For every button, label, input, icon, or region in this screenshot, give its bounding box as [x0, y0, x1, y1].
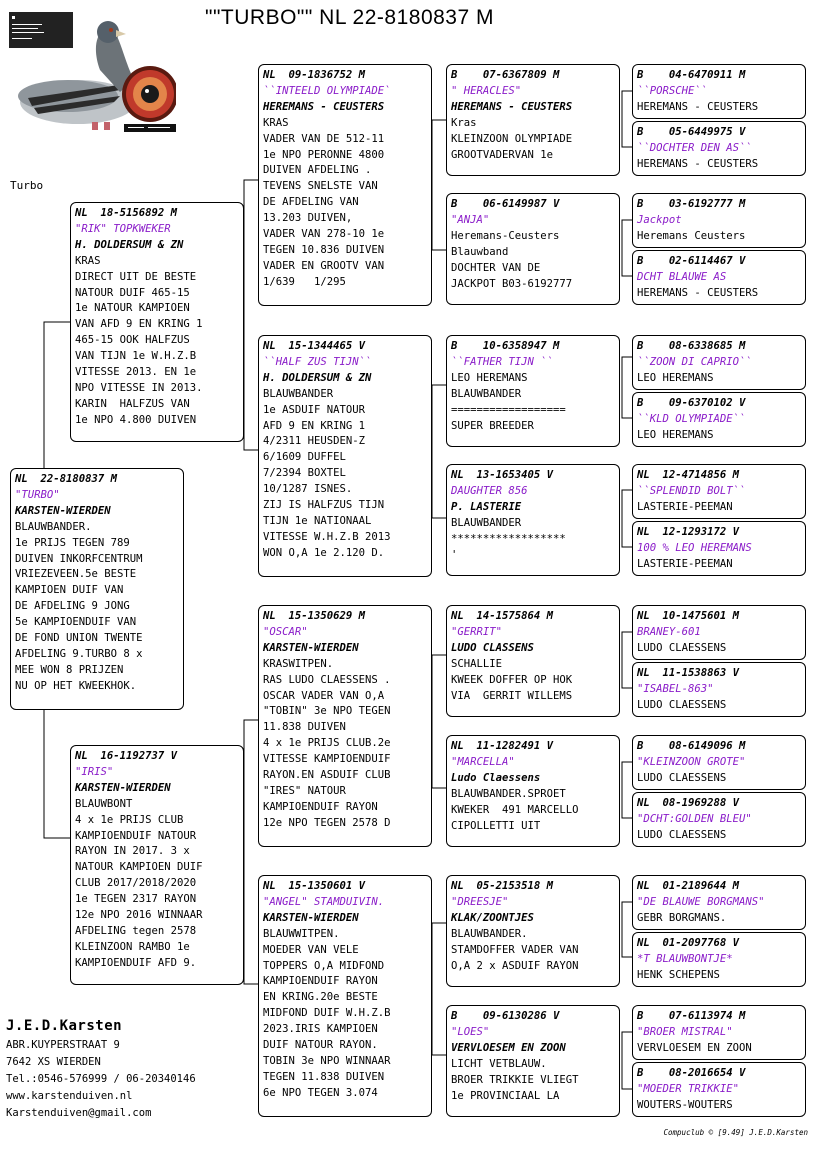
pedigree-note-line: TOBIN 3e NPO WINNAAR [263, 1054, 391, 1067]
pedigree-note-line: 1/639 1/295 [263, 275, 346, 288]
pigeon-name: " HERACLES" [451, 84, 522, 97]
pedigree-note-line: MIDFOND DUIF W.H.Z.B [263, 1007, 391, 1020]
pedigree-note-line: BLAUWBANDER [263, 387, 334, 400]
pedigree-note-line: NATOUR KAMPIOEN DUIF [75, 861, 203, 874]
pedigree-note-line: KAMPIOENDUIF RAYON [263, 975, 378, 988]
pedigree-note-line: DE AFDELING 9 JONG [15, 600, 130, 613]
breeder-name: KARSTEN-WIERDEN [263, 911, 359, 924]
ring-number: NL 22-8180837 M [15, 473, 118, 485]
ring-number: B 07-6113974 M [637, 1010, 746, 1022]
pedigree-card-g12 [632, 792, 806, 847]
pedigree-card-g7 [632, 464, 806, 519]
pedigree-note-line: AFD 9 EN KRING 1 [263, 419, 366, 432]
pedigree-note-line: TIJN 1e NATIONAAL [263, 514, 372, 527]
ring-number: NL 11-1282491 V [451, 740, 554, 752]
breeder-name: LUDO CLAESSENS [637, 641, 727, 654]
pedigree-note-line: RAS LUDO CLAESSENS . [263, 673, 391, 686]
pigeon-name: "ANGEL" STAMDUIVIN. [263, 895, 385, 908]
pedigree-note-line: KWEKER 491 MARCELLO [451, 803, 579, 816]
pedigree-note-line: 12e NPO 2016 WINNAAR [75, 909, 203, 922]
pedigree-note-line: VAN TIJN 1e W.H.Z.B [75, 350, 197, 363]
breeder-name: Ludo Claessens [451, 771, 541, 784]
pedigree-note-line: O,A 2 x ASDUIF RAYON [451, 959, 579, 972]
breeder-name: H. DOLDERSUM & ZN [75, 238, 184, 251]
pedigree-note-line: KAMPIOENDUIF RAYON [263, 800, 378, 813]
pedigree-note-line: DOCHTER VAN DE [451, 261, 541, 274]
pigeon-name: "DREESJE" [451, 895, 509, 908]
pigeon-name: ``HALF ZUS TIJN`` [263, 355, 372, 368]
ring-number: NL 18-5156892 M [75, 207, 178, 219]
ring-number: B 07-6367809 M [451, 69, 560, 81]
pedigree-card-ds [258, 605, 432, 847]
pedigree-card-g10 [632, 662, 806, 717]
breeder-name: LUDO CLASSENS [451, 641, 534, 654]
pigeon-name: ``SPLENDID BOLT`` [637, 484, 746, 497]
pedigree-note-line: VITESSE 2013. EN 1e [75, 366, 197, 379]
pedigree-note-line: KWEEK DOFFER OP HOK [451, 673, 573, 686]
ring-number: NL 08-1969288 V [637, 797, 740, 809]
breeder-name: H. DOLDERSUM & ZN [263, 371, 372, 384]
postcode-line: 7642 XS WIERDEN [6, 1056, 101, 1068]
pedigree-note-line: BLAUWBANDER [451, 516, 522, 529]
pedigree-note-line: VITESSE W.H.Z.B 2013 [263, 530, 391, 543]
pedigree-note-line: 13.203 DUIVEN, [263, 212, 353, 225]
ring-number: NL 13-1653405 V [451, 469, 554, 481]
pedigree-note-line: TEVENS SNELSTE VAN [263, 180, 378, 193]
pedigree-card-sdd [446, 464, 620, 576]
ring-number: NL 16-1192737 V [75, 750, 178, 762]
pedigree-card-g3 [632, 193, 806, 248]
ring-number: NL 15-1344465 V [263, 340, 366, 352]
breeder-name: KARSTEN-WIERDEN [263, 641, 359, 654]
ring-number: B 09-6130286 V [451, 1010, 560, 1022]
breeder-name: HEREMANS - CEUSTERS [451, 100, 573, 113]
breeder-name: Heremans Ceusters [637, 229, 746, 242]
pedigree-card-dd [258, 875, 432, 1117]
breeder-name: LASTERIE-PEEMAN [637, 500, 733, 513]
pedigree-card-sd [258, 335, 432, 577]
pedigree-note-line: OSCAR VADER VAN O,A [263, 689, 385, 702]
pedigree-card-g2 [632, 121, 806, 176]
pedigree-note-line: KARIN HALFZUS VAN [75, 397, 190, 410]
pedigree-note-line: 7/2394 BOXTEL [263, 467, 346, 480]
pedigree-note-line: ****************** [451, 532, 566, 545]
pedigree-note-line: KAMPIOEN DUIF VAN [15, 584, 124, 597]
pedigree-note-line: "TOBIN" 3e NPO TEGEN [263, 705, 391, 718]
pigeon-name: "IRIS" [75, 765, 114, 778]
pedigree-card-dds [446, 875, 620, 987]
pedigree-note-line: 6/1609 DUFFEL [263, 451, 346, 464]
breeder-name: HEREMANS - CEUSTERS [637, 157, 759, 170]
breeder-name: LUDO CLAESSENS [637, 698, 727, 711]
pedigree-note-line: WON O,A 1e 2.120 D. [263, 546, 385, 559]
ring-number: B 08-2016654 V [637, 1067, 746, 1079]
pedigree-note-line: KAMPIOENDUIF AFD 9. [75, 956, 197, 969]
owner-name: J.E.D.Karsten [6, 1018, 123, 1034]
pedigree-note-line: DUIVEN INKORFCENTRUM [15, 552, 143, 565]
pedigree-note-line: SCHALLIE [451, 657, 503, 670]
pedigree-note-line: BLAUWBANDER.SPROET [451, 787, 566, 800]
breeder-name: LUDO CLAESSENS [637, 771, 727, 784]
ring-number: NL 12-1293172 V [637, 526, 740, 538]
turbo-caption: Turbo [10, 179, 44, 192]
pedigree-card-g4 [632, 250, 806, 305]
pedigree-card-dsd [446, 735, 620, 847]
ring-number: NL 11-1538863 V [637, 667, 740, 679]
pedigree-note-line: BLAUWBONT [75, 797, 133, 810]
ring-number: NL 05-2153518 M [451, 880, 554, 892]
pedigree-note-line: BLAUWBANDER. [15, 520, 92, 533]
pedigree-card-g13 [632, 875, 806, 930]
pedigree-note-line: 6e NPO TEGEN 3.074 [263, 1086, 378, 1099]
pedigree-note-line: MEE WON 8 PRIJZEN [15, 663, 124, 676]
pedigree-note-line: 1e PRIJS TEGEN 789 [15, 536, 130, 549]
pedigree-note-line: 4/2311 HEUSDEN-Z [263, 435, 366, 448]
pigeon-name: "LOES" [451, 1025, 490, 1038]
ring-number: B 04-6470911 M [637, 69, 746, 81]
pedigree-note-line: VRIEZEVEEN.5e BESTE [15, 568, 137, 581]
pedigree-note-line: DUIVEN AFDELING . [263, 164, 372, 177]
pedigree-card-g14 [632, 932, 806, 987]
pedigree-note-line: "IRES" NATOUR [263, 784, 346, 797]
breeder-name: Heremans-Ceusters [451, 229, 560, 242]
pedigree-card-sds [446, 335, 620, 447]
pedigree-note-line: VIA GERRIT WILLEMS [451, 689, 573, 702]
page-title: ""TURBO"" NL 22-8180837 M [205, 6, 494, 29]
ring-number: B 03-6192777 M [637, 198, 746, 210]
pedigree-note-line: ' [451, 548, 458, 561]
ring-number: B 05-6449975 V [637, 126, 746, 138]
breeder-name: LASTERIE-PEEMAN [637, 557, 733, 570]
pedigree-note-line: Blauwband [451, 245, 509, 258]
pedigree-note-line: NPO VITESSE IN 2013. [75, 381, 203, 394]
pigeon-name: ``FATHER TIJN `` [451, 355, 554, 368]
pedigree-note-line: 1e NPO 4.800 DUIVEN [75, 413, 197, 426]
pigeon-name: "TURBO" [15, 488, 60, 501]
pedigree-note-line: 1e NPO PERONNE 4800 [263, 148, 385, 161]
pedigree-note-line: ZIJ IS HALFZUS TIJN [263, 499, 385, 512]
pedigree-note-line: CLUB 2017/2018/2020 [75, 877, 197, 890]
pedigree-card-g5 [632, 335, 806, 390]
pigeon-name: ``INTEELD OLYMPIADE` [263, 84, 391, 97]
pedigree-note-line: SUPER BREEDER [451, 419, 534, 432]
pigeon-name: BRANEY-601 [637, 625, 701, 638]
breeder-name: HEREMANS - CEUSTERS [637, 100, 759, 113]
pigeon-name: "ANJA" [451, 213, 490, 226]
pigeon-name: "ISABEL-863" [637, 682, 714, 695]
pedigree-note-line: BLAUWWITPEN. [263, 927, 340, 940]
pedigree-note-line: GROOTVADERVAN 1e [451, 148, 554, 161]
pedigree-card-sss [446, 64, 620, 176]
pedigree-note-line: ================== [451, 403, 566, 416]
pedigree-card-g8 [632, 521, 806, 576]
pedigree-note-line: 12e NPO TEGEN 2578 D [263, 816, 391, 829]
pedigree-card-dam [70, 745, 244, 985]
breeder-name: KARSTEN-WIERDEN [75, 781, 171, 794]
pedigree-card-g1 [632, 64, 806, 119]
pedigree-note-line: RAYON.EN ASDUIF CLUB [263, 769, 391, 782]
pedigree-card-g9 [632, 605, 806, 660]
pigeon-name: ``ZOON DI CAPRIO`` [637, 355, 752, 368]
pedigree-note-line: RAYON IN 2017. 3 x [75, 845, 190, 858]
breeder-name: HEREMANS - CEUSTERS [263, 100, 385, 113]
pedigree-card-g11 [632, 735, 806, 790]
pedigree-note-line: BLAUWBANDER [451, 387, 522, 400]
breeder-name: KARSTEN-WIERDEN [15, 504, 111, 517]
pedigree-note-line: 4 x 1e PRIJS CLUB.2e [263, 737, 391, 750]
pedigree-note-line: DE FOND UNION TWENTE [15, 632, 143, 645]
pedigree-note-line: BROER TRIKKIE VLIEGT [451, 1073, 579, 1086]
pigeon-name: ``PORSCHE`` [637, 84, 708, 97]
pigeon-name: "BROER MISTRAL" [637, 1025, 733, 1038]
pedigree-card-subject [10, 468, 184, 710]
pedigree-note-line: Kras [451, 116, 477, 129]
pedigree-note-line: VADER VAN 278-10 1e [263, 228, 385, 241]
pigeon-name: DAUGHTER 856 [451, 484, 528, 497]
breeder-name: LEO HEREMANS [637, 428, 714, 441]
breeder-name: VERVLOESEM EN ZOON [451, 1041, 566, 1054]
pedigree-note-line: KLEINZOON OLYMPIADE [451, 132, 573, 145]
breeder-name: GEBR BORGMANS. [637, 911, 727, 924]
ring-number: NL 10-1475601 M [637, 610, 740, 622]
pedigree-note-line: VAN AFD 9 EN KRING 1 [75, 318, 203, 331]
pedigree-note-line: LICHT VETBLAUW. [451, 1057, 547, 1070]
pigeon-name: "MARCELLA" [451, 755, 515, 768]
pedigree-note-line: EN KRING.20e BESTE [263, 991, 378, 1004]
ring-number: B 08-6149096 M [637, 740, 746, 752]
ring-number: NL 14-1575864 M [451, 610, 554, 622]
pigeon-name: *T BLAUWBONTJE* [637, 952, 733, 965]
pedigree-note-line: DUIF NATOUR RAYON. [263, 1039, 378, 1052]
pigeon-name: "GERRIT" [451, 625, 503, 638]
pedigree-card-ddd [446, 1005, 620, 1117]
pedigree-card-sire [70, 202, 244, 442]
pedigree-note-line: JACKPOT B03-6192777 [451, 277, 573, 290]
pedigree-note-line: KAMPIOENDUIF NATOUR [75, 829, 197, 842]
ring-number: NL 15-1350601 V [263, 880, 366, 892]
breeder-name: VERVLOESEM EN ZOON [637, 1041, 752, 1054]
pedigree-note-line: AFDELING tegen 2578 [75, 924, 197, 937]
ring-number: B 08-6338685 M [637, 340, 746, 352]
breeder-name: P. LASTERIE [451, 500, 522, 513]
pedigree-note-line: 1e TEGEN 2317 RAYON [75, 893, 197, 906]
pedigree-note-line: 1e PROVINCIAAL LA [451, 1089, 560, 1102]
pedigree-note-line: MOEDER VAN VELE [263, 943, 359, 956]
pedigree-note-line: KRASWITPEN. [263, 657, 334, 670]
ring-number: B 06-6149987 V [451, 198, 560, 210]
pedigree-note-line: NATOUR DUIF 465-15 [75, 286, 190, 299]
owner-contact [6, 1018, 196, 1122]
pedigree-note-line: 10/1287 ISNES. [263, 483, 353, 496]
ring-number: NL 01-2189644 M [637, 880, 740, 892]
breeder-name: LEO HEREMANS [451, 371, 528, 384]
ring-number: B 10-6358947 M [451, 340, 560, 352]
pedigree-card-dss [446, 605, 620, 717]
breeder-name: WOUTERS-WOUTERS [637, 1098, 733, 1111]
pedigree-note-line: TOPPERS O,A MIDFOND [263, 959, 385, 972]
software-credit: Compuclub © [9.49] J.E.D.Karsten [663, 1128, 808, 1137]
pedigree-note-line: DE AFDELING VAN [263, 196, 359, 209]
pigeon-name: "KLEINZOON GROTE" [637, 755, 746, 768]
pigeon-name: "MOEDER TRIKKIE" [637, 1082, 740, 1095]
pedigree-note-line: VADER VAN DE 512-11 [263, 132, 385, 145]
address-line: ABR.KUYPERSTRAAT 9 [6, 1039, 120, 1051]
pedigree-note-line: CIPOLLETTI UIT [451, 819, 541, 832]
pedigree-card-g6 [632, 392, 806, 447]
pedigree-card-ssd [446, 193, 620, 305]
breeder-name: HENK SCHEPENS [637, 968, 720, 981]
pedigree-note-line: KRAS [263, 116, 289, 129]
ring-number: B 02-6114467 V [637, 255, 746, 267]
pedigree-note-line: 1e NATOUR KAMPIOEN [75, 302, 190, 315]
ring-number: B 09-6370102 V [637, 397, 746, 409]
pedigree-note-line: DIRECT UIT DE BESTE [75, 270, 197, 283]
pigeon-name: DCHT BLAUWE AS [637, 270, 727, 283]
pedigree-note-line: AFDELING 9.TURBO 8 x [15, 647, 143, 660]
phone-line: Tel.:0546-576999 / 06-20340146 [6, 1073, 196, 1085]
pigeon-name: Jackpot [637, 213, 682, 226]
pigeon-name: ``DOCHTER DEN AS`` [637, 141, 752, 154]
pigeon-name: ``KLD OLYMPIADE`` [637, 412, 746, 425]
pedigree-note-line: 4 x 1e PRIJS CLUB [75, 813, 184, 826]
pedigree-note-line: TEGEN 11.838 DUIVEN [263, 1070, 385, 1083]
website-link[interactable]: www.karstenduiven.nl [6, 1090, 133, 1102]
ring-number: NL 12-4714856 M [637, 469, 740, 481]
pedigree-note-line: NU OP HET KWEEKHOK. [15, 679, 137, 692]
pigeon-name: "OSCAR" [263, 625, 308, 638]
breeder-name: HEREMANS - CEUSTERS [637, 286, 759, 299]
breeder-name: KLAK/ZOONTJES [451, 911, 534, 924]
email-link[interactable]: Karstenduiven@gmail.com [6, 1107, 152, 1119]
pedigree-note-line: TEGEN 10.836 DUIVEN [263, 243, 385, 256]
pedigree-note-line: KLEINZOON RAMBO 1e [75, 940, 190, 953]
pigeon-name: "DCHT:GOLDEN BLEU" [637, 812, 752, 825]
pedigree-card-g15 [632, 1005, 806, 1060]
ring-number: NL 15-1350629 M [263, 610, 366, 622]
pedigree-note-line: KRAS [75, 254, 101, 267]
pedigree-note-line: 5e KAMPIOENDUIF VAN [15, 616, 137, 629]
pedigree-note-line: BLAUWBANDER. [451, 927, 528, 940]
pedigree-note-line: STAMDOFFER VADER VAN [451, 943, 579, 956]
pedigree-note-line: VITESSE KAMPIOENDUIF [263, 753, 391, 766]
pigeon-name: 100 % LEO HEREMANS [637, 541, 752, 554]
pedigree-card-ss [258, 64, 432, 306]
pedigree-note-line: 2023.IRIS KAMPIOEN [263, 1023, 378, 1036]
pigeon-name: "RIK" TOPKWEKER [75, 222, 171, 235]
ring-number: NL 09-1836752 M [263, 69, 366, 81]
pedigree-note-line: VADER EN GROOTV VAN [263, 259, 385, 272]
pedigree-note-line: 465-15 OOK HALFZUS [75, 334, 190, 347]
pedigree-note-line: 1e ASDUIF NATOUR [263, 403, 366, 416]
breeder-name: LEO HEREMANS [637, 371, 714, 384]
breeder-name: LUDO CLAESSENS [637, 828, 727, 841]
pedigree-note-line: 11.838 DUIVEN [263, 721, 346, 734]
pedigree-card-g16 [632, 1062, 806, 1117]
pigeon-name: "DE BLAUWE BORGMANS" [637, 895, 765, 908]
ring-number: NL 01-2097768 V [637, 937, 740, 949]
